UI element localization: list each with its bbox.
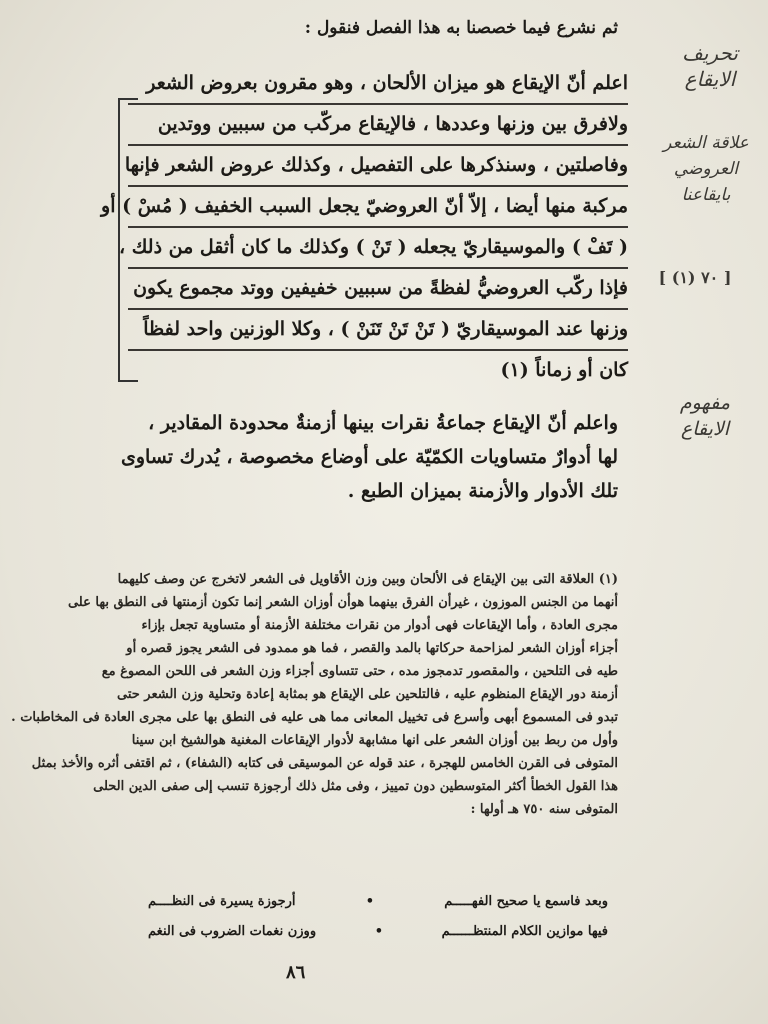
main-line: ولافرق بين وزنها وعددها ، فالإيقاع مركّب من سببين ووتدين	[128, 105, 628, 146]
footnote-line: أجزاء أوزان الشعر لمزاحمة حركاتها بالمد والقصر ، فما هو ممدود فى الشعر يجوز قصره أو	[126, 641, 618, 656]
main-line: اعلم أنّ الإيقاع هو ميزان الألحان ، وهو مقرون بعروض الشعر	[128, 64, 628, 105]
verse-separator: •	[374, 924, 383, 939]
verse-hemistich-left: ووزن نغمات الضروب فى النغم	[148, 924, 317, 939]
footnote-line: طيه فى التلحين ، والمقصور تدمجوز مده ، حتى تتساوى أجزاء وزن الشعر فى اللحن المصوغ مع	[101, 664, 618, 679]
verse-line	[148, 894, 608, 909]
footnote-line: أزمنة دور الإيقاع المنظوم عليه ، فالتلحين على الإيقاع هو بمثابة إعادة وتحلية وزن الشعر حتى	[116, 687, 618, 702]
main-paragraph	[101, 64, 628, 390]
footnote-line: المتوفى فى القرن الخامس للهجرة ، عند قوله عن الموسيقى فى كتابه (الشفاء) ، ثم اقتفى أثره والأخذ بمثل	[31, 756, 618, 771]
main-line: وفاصلتين ، وسنذكرها على التفصيل ، وكذلك عروض الشعر فإنها	[128, 146, 628, 187]
page-heading: ثم نشرع فيما خصصنا به هذا الفصل فنقول :	[304, 18, 618, 38]
page-number: ٨٦	[286, 962, 306, 983]
second-line: تلك الأدوار والأزمنة بميزان الطبع .	[347, 480, 618, 502]
footnote-line: هذا القول الخطأ أكثر المتوسطين دون تمييز ، وفى مثل ذلك أرجوزة تنسب إلى صفى الدين الحلى	[93, 779, 618, 794]
main-line: ( تَفْ ) والموسيقاريّ يجعله ( تَنْ ) وكذلك ما كان أثقل من ذلك ،	[128, 228, 628, 269]
verse-hemistich-right: فيها موازين الكلام المنتظــــــم	[441, 924, 608, 939]
footnote	[11, 568, 618, 821]
verse-hemistich-left: أرجوزة يسيرة فى النظــــم	[148, 894, 296, 909]
handwritten-note-3: مفهوم الايقاع	[679, 392, 731, 440]
main-line: مركبة منها أيضا ، إلاّ أنّ العروضيّ يجعل السبب الخفيف ( مُسْ ) أو	[128, 187, 628, 228]
verse-separator: •	[365, 894, 375, 909]
footnote-line: المتوفى سنه ٧٥٠ هـ أولها :	[470, 802, 618, 817]
main-line: وزنها عند الموسيقاريّ ( تَنْ تَنْ تَنَنْ ) ، وكلا الوزنين واحد لفظاً	[128, 310, 628, 351]
footnote-line: (١) العلاقة التى بين الإيقاع فى الألحان وبين وزن الأقاويل فى الشعر لاتخرج عن وصف كليهما	[117, 572, 618, 587]
handwritten-note-2: علاقة الشعر العروضي بايقاعنا	[663, 133, 749, 205]
footnote-line: تبدو فى المسموع أبهى وأسرع فى تخييل المعانى مما هى عليه فى النطق بها على مجرى العادة فى المخاطبات .	[11, 710, 618, 725]
handwritten-note-1: تحريف الايقاع	[682, 41, 738, 91]
main-line: كان أو زماناً (١)	[500, 359, 628, 381]
margin-bracket	[118, 98, 138, 382]
verse-hemistich-right: وبعد فاسمع يا صحيح الفهـــــم	[444, 894, 608, 909]
reference-number: [ ٧٠ (١) ]	[658, 268, 732, 287]
second-paragraph	[120, 406, 618, 508]
footnote-line: أنهما من الجنس الموزون ، غيرأن الفرق بينهما هوأن أوزان الشعر إنما تكون أزمنتها فى النطق بها على	[67, 595, 618, 610]
second-line: واعلم أنّ الإيقاع جماعةُ نقرات بينها أزمنةٌ محدودة المقادير ،	[148, 412, 618, 434]
footnote-line: مجرى العادة ، وأما الإيقاعات فهى أدوار من نقرات مختلفة الأزمنة أو متساوية تجعل بإزاء	[141, 618, 618, 633]
verse-line	[148, 924, 608, 939]
footnote-line: وأول من ربط بين أوزان الشعر على انها مشابهة لأدوار الإيقاعات المغنية هوالشيخ ابن سينا	[131, 733, 618, 748]
main-line: فإذا ركّب العروضيُّ لفظةً من سببين خفيفين ووتد مجموع يكون	[128, 269, 628, 310]
second-line: لها أدوارٌ متساويات الكمّيّة على أوضاع مخصوصة ، يُدرك تساوى	[120, 446, 618, 468]
